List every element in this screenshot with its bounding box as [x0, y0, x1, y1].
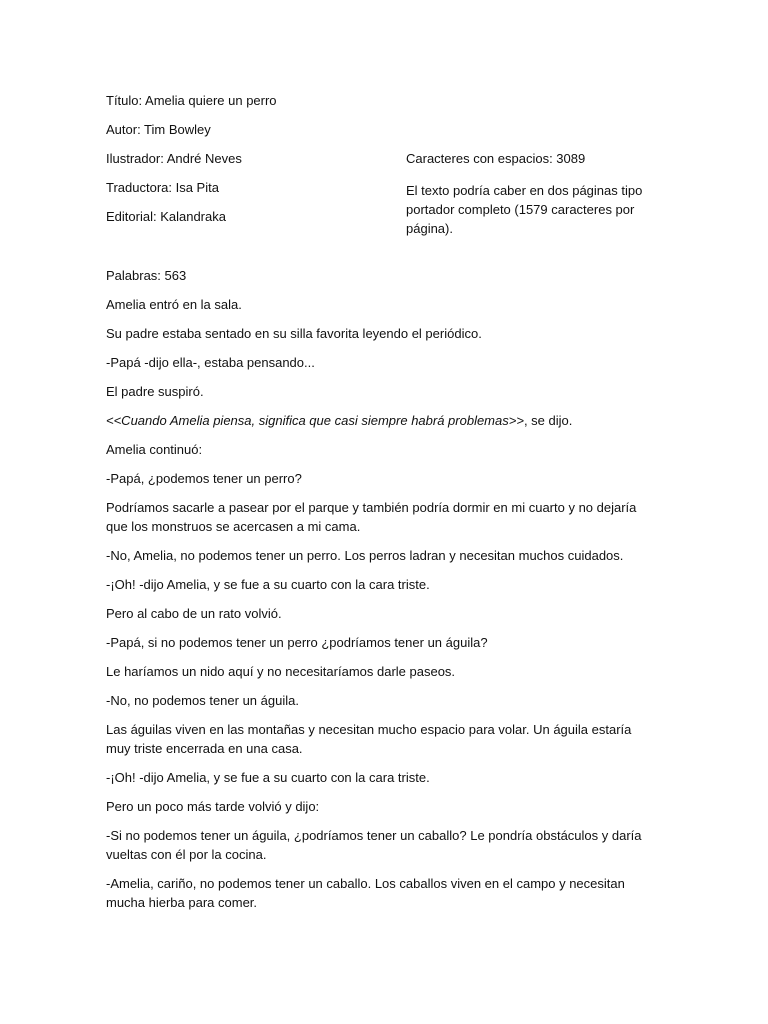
paragraph: Amelia continuó:: [106, 442, 203, 457]
paragraph: Pero un poco más tarde volvió y dijo:: [106, 799, 320, 814]
paragraph: -Papá -dijo ella-, estaba pensando...: [106, 355, 315, 370]
page-fit-note: El texto podría caber en dos páginas tipo portador completo (1579 caracteres por página).: [406, 183, 643, 236]
quote-italic: <<Cuando Amelia piensa, significa que casi siempre habrá problemas>>: [106, 413, 524, 428]
publisher-line: Editorial: Kalandraka: [106, 209, 226, 224]
paragraph: Le haríamos un nido aquí y no necesitaríamos darle paseos.: [106, 664, 456, 679]
paragraph: -¡Oh! -dijo Amelia, y se fue a su cuarto con la cara triste.: [106, 577, 430, 592]
metadata-left: [106, 92, 386, 237]
paragraph: -¡Oh! -dijo Amelia, y se fue a su cuarto con la cara triste.: [106, 770, 430, 785]
paragraph: El padre suspiró.: [106, 384, 204, 399]
title-line: Título: Amelia quiere un perro: [106, 93, 277, 108]
story-body: [106, 266, 651, 922]
quote-tail: , se dijo.: [523, 413, 573, 428]
paragraph: -Amelia, cariño, no podemos tener un caballo. Los caballos viven en el campo y necesitan mucha hierba para comer.: [106, 876, 625, 910]
word-count: Palabras: 563: [106, 268, 187, 283]
paragraph: Amelia entró en la sala.: [106, 297, 242, 312]
character-count: Caracteres con espacios: 3089: [406, 151, 586, 166]
paragraph: -No, no podemos tener un águila.: [106, 693, 299, 708]
paragraph: Las águilas viven en las montañas y necesitan mucho espacio para volar. Un águila estaría muy triste encerrada en una casa.: [106, 722, 632, 756]
quote-paragraph: [106, 411, 651, 430]
paragraph: -Si no podemos tener un águila, ¿podríamos tener un caballo? Le pondría obstáculos y daría vueltas con él por la cocina.: [106, 828, 642, 862]
author-line: Autor: Tim Bowley: [106, 122, 211, 137]
paragraph: -Papá, si no podemos tener un perro ¿podríamos tener un águila?: [106, 635, 488, 650]
paragraph: -Papá, ¿podemos tener un perro?: [106, 471, 302, 486]
paragraph: Pero al cabo de un rato volvió.: [106, 606, 282, 621]
translator-line: Traductora: Isa Pita: [106, 180, 219, 195]
paragraph: Su padre estaba sentado en su silla favorita leyendo el periódico.: [106, 326, 482, 341]
metadata-right: [406, 150, 656, 238]
illustrator-line: Ilustrador: André Neves: [106, 151, 242, 166]
paragraph: -No, Amelia, no podemos tener un perro. Los perros ladran y necesitan muchos cuidados.: [106, 548, 624, 563]
paragraph: Podríamos sacarle a pasear por el parque y también podría dormir en mi cuarto y no dejaría que los monstruos se acercasen a mi cama.: [106, 500, 637, 534]
